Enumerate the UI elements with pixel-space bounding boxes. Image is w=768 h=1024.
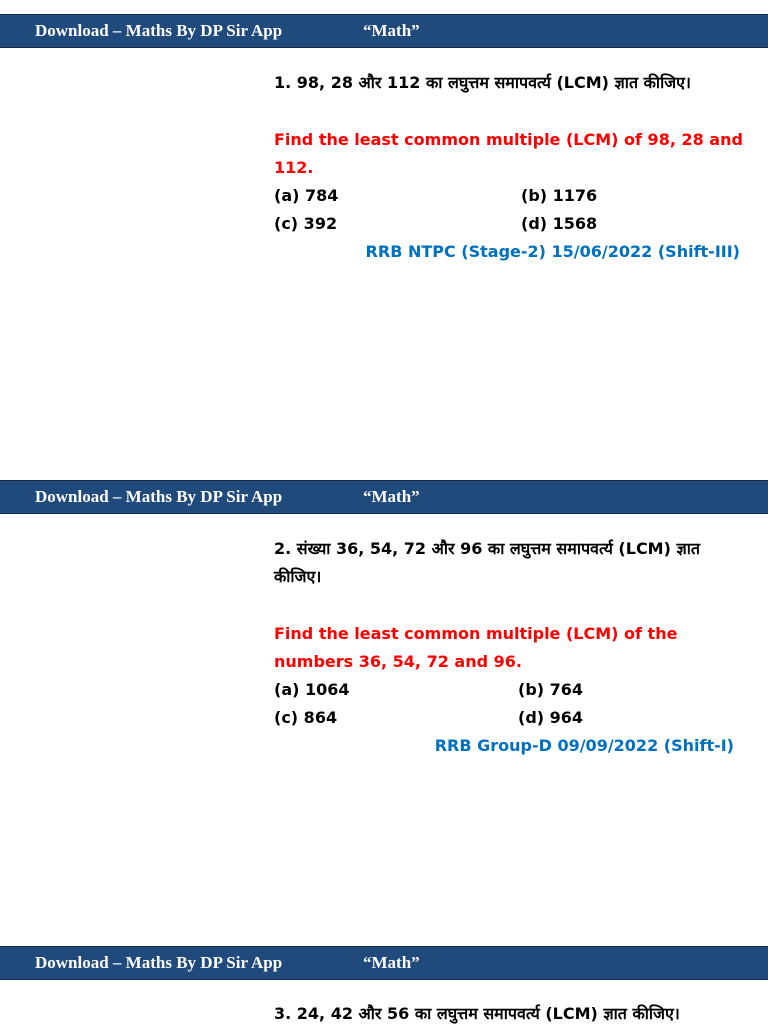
option-c: (c) 392: [274, 214, 338, 233]
option-b: (b) 1176: [521, 186, 598, 205]
question-english: Find the least common multiple (LCM) of 98, 28 and 112.: [274, 130, 743, 177]
question-block: [274, 69, 744, 266]
question-hindi: 1. 98, 28 और 112 का लघुत्तम समापवर्त्य (LCM) ज्ञात कीजिए।: [274, 73, 691, 92]
question-hindi: 3. 24, 42 और 56 का लघुत्तम समापवर्त्य (LCM) ज्ञात कीजिए।: [274, 1004, 680, 1023]
question-hindi: 2. संख्या 36, 54, 72 और 96 का लघुत्तम समापवर्त्य (LCM) ज्ञात कीजिए।: [274, 539, 701, 586]
option-a: (a) 784: [274, 186, 339, 205]
exam-source: RRB NTPC (Stage-2) 15/06/2022 (Shift-III): [365, 242, 740, 261]
option-c: (c) 864: [274, 708, 338, 727]
options-grid: [274, 676, 744, 732]
math-tag: “Math”: [363, 21, 420, 40]
option-d: (d) 1568: [521, 214, 598, 233]
download-app-text: Download – Maths By DP Sir App: [35, 487, 283, 506]
app-banner: [0, 14, 768, 48]
exam-source: RRB Group-D 09/09/2022 (Shift-I): [434, 736, 734, 755]
option-a: (a) 1064: [274, 680, 350, 699]
question-block: [274, 1000, 744, 1024]
app-banner: [0, 480, 768, 514]
math-tag: “Math”: [363, 953, 420, 972]
download-app-text: Download – Maths By DP Sir App: [35, 953, 283, 972]
options-grid: [274, 182, 744, 238]
question-block: [274, 535, 744, 760]
download-app-text: Download – Maths By DP Sir App: [35, 21, 283, 40]
option-d: (d) 964: [518, 708, 584, 727]
math-tag: “Math”: [363, 487, 420, 506]
app-banner: [0, 946, 768, 980]
option-b: (b) 764: [518, 680, 584, 699]
question-english: Find the least common multiple (LCM) of the numbers 36, 54, 72 and 96.: [274, 624, 678, 671]
